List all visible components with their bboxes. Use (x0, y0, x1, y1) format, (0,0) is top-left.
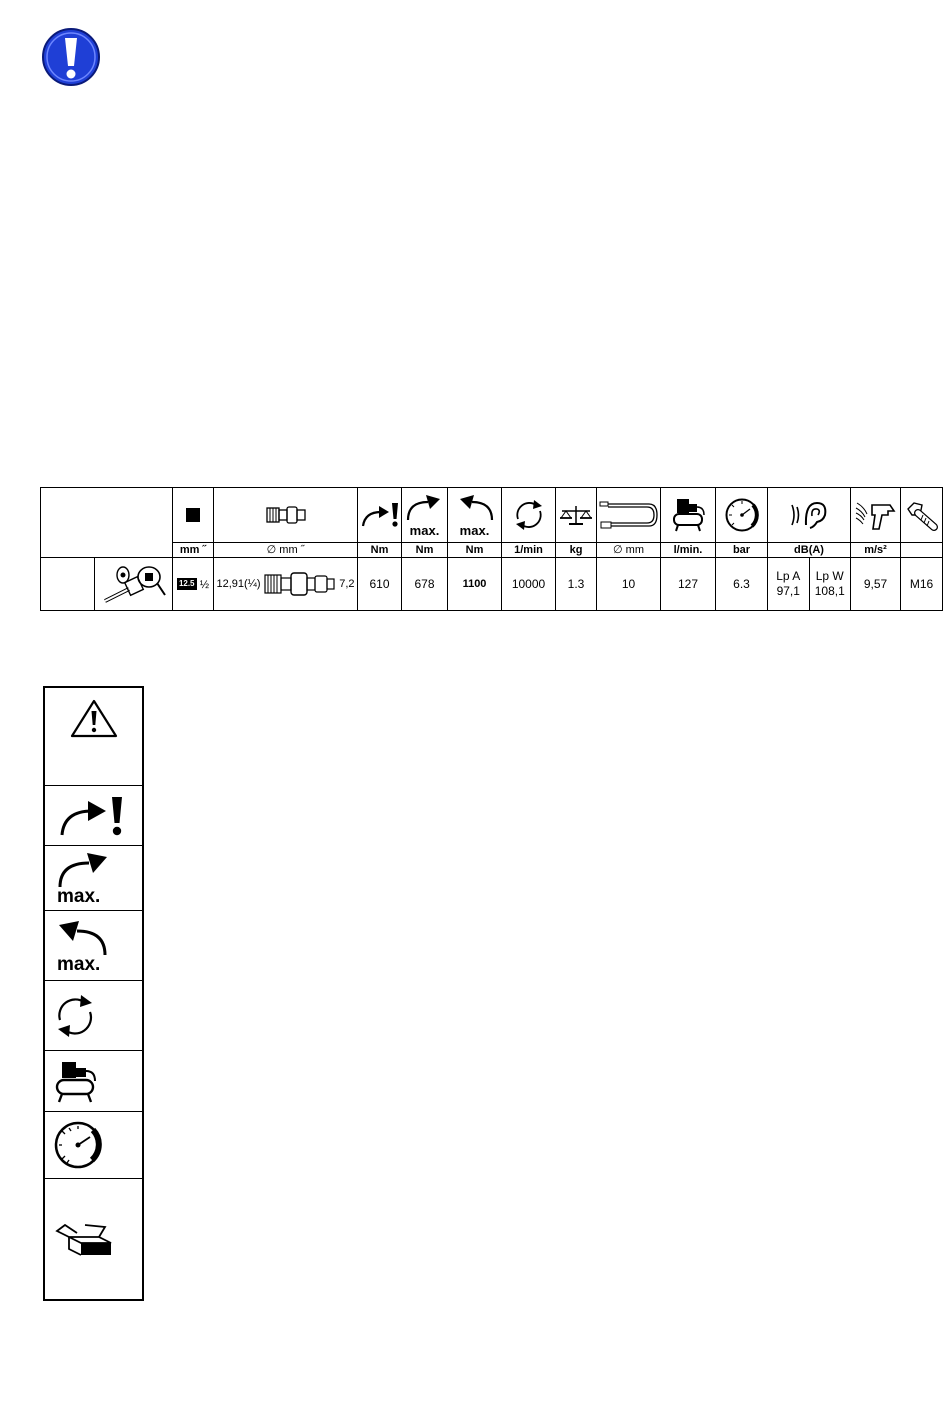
legend-max-reverse-torque (45, 911, 142, 981)
unit-hose: ∅ mm (597, 543, 661, 558)
bolt-value: M16 (901, 558, 943, 611)
free-speed-icon (55, 994, 95, 1038)
inlet-right-value: 7,2 (339, 578, 355, 590)
unit-torque-max: Nm (402, 543, 448, 558)
tool-image (95, 558, 173, 611)
unit-vibration: m/s² (851, 543, 901, 558)
weight-icon (556, 488, 597, 543)
square-drive-mm-badge: 12.5 (178, 579, 195, 589)
spec-table (40, 487, 943, 611)
torque-max-value: 678 (402, 558, 448, 611)
unit-noise: dB(A) (768, 543, 851, 558)
compressor-icon (661, 488, 716, 543)
noise-lpw (810, 558, 851, 610)
noise-lpa (768, 558, 810, 610)
unit-inlet: ∅ mm ˝ (214, 543, 358, 558)
hose-diameter-icon (597, 488, 661, 543)
unit-weight: kg (556, 543, 597, 558)
square-drive-value (173, 558, 214, 611)
noise-icon (768, 488, 851, 543)
inlet-value (214, 558, 358, 611)
lpa-label: Lp A (776, 569, 801, 583)
legend-column (43, 686, 144, 1301)
air-fitting-icon (264, 571, 336, 597)
noise-values (768, 558, 851, 611)
bolt-icon (901, 488, 943, 543)
free-speed-icon (502, 488, 556, 543)
pressure-gauge-icon (53, 1120, 103, 1170)
compressor-icon (53, 1056, 99, 1106)
max-label: max. (409, 522, 440, 538)
legend-box-contents (45, 1179, 142, 1299)
open-box-icon (55, 1221, 115, 1257)
max-reverse-torque-icon (448, 488, 502, 543)
impact-wrench-drawing (99, 561, 169, 607)
unit-torque-reverse: Nm (448, 543, 502, 558)
pressure-value: 6.3 (716, 558, 768, 611)
unit-speed: 1/min (502, 543, 556, 558)
unit-torque-recommended: Nm (358, 543, 402, 558)
legend-recommended-torque (45, 786, 142, 846)
model-header-blank (41, 488, 173, 558)
max-torque-icon (402, 488, 448, 543)
pressure-gauge-icon (716, 488, 768, 543)
unit-bolt-blank (901, 543, 943, 558)
legend-pressure (45, 1112, 142, 1179)
max-label: max. (57, 886, 101, 907)
notice-icon (41, 27, 101, 87)
legend-free-speed (45, 981, 142, 1051)
legend-warning (45, 688, 142, 786)
recommended-torque-icon (56, 793, 132, 839)
legend-max-torque (45, 846, 142, 911)
speed-value: 10000 (502, 558, 556, 611)
lpa-value: 97,1 (776, 584, 800, 598)
unit-square-drive: mm ˝ (173, 543, 214, 558)
max-label: max. (459, 522, 490, 538)
unit-pressure: bar (716, 543, 768, 558)
warning-triangle-icon (69, 698, 119, 738)
max-torque-icon (57, 851, 117, 889)
inlet-left-value: 12,91(¼) (216, 578, 261, 590)
square-drive-inch: ½ (199, 578, 210, 591)
torque-reverse-value: 1100 (448, 558, 502, 611)
vibration-icon (851, 488, 901, 543)
weight-value: 1.3 (556, 558, 597, 611)
legend-compressor (45, 1051, 142, 1112)
torque-recommended-value: 610 (358, 558, 402, 611)
max-reverse-torque-icon (57, 919, 117, 957)
model-name-blank (41, 558, 95, 611)
lpw-label: Lp W (815, 569, 844, 583)
max-label: max. (57, 953, 101, 975)
square-drive-icon (173, 488, 214, 543)
unit-air-consumption: l/min. (661, 543, 716, 558)
air-consumption-value: 127 (661, 558, 716, 611)
recommended-torque-icon (358, 488, 402, 543)
air-inlet-icon (214, 488, 358, 543)
vibration-value: 9,57 (851, 558, 901, 611)
hose-value: 10 (597, 558, 661, 611)
lpw-value: 108,1 (814, 584, 845, 598)
